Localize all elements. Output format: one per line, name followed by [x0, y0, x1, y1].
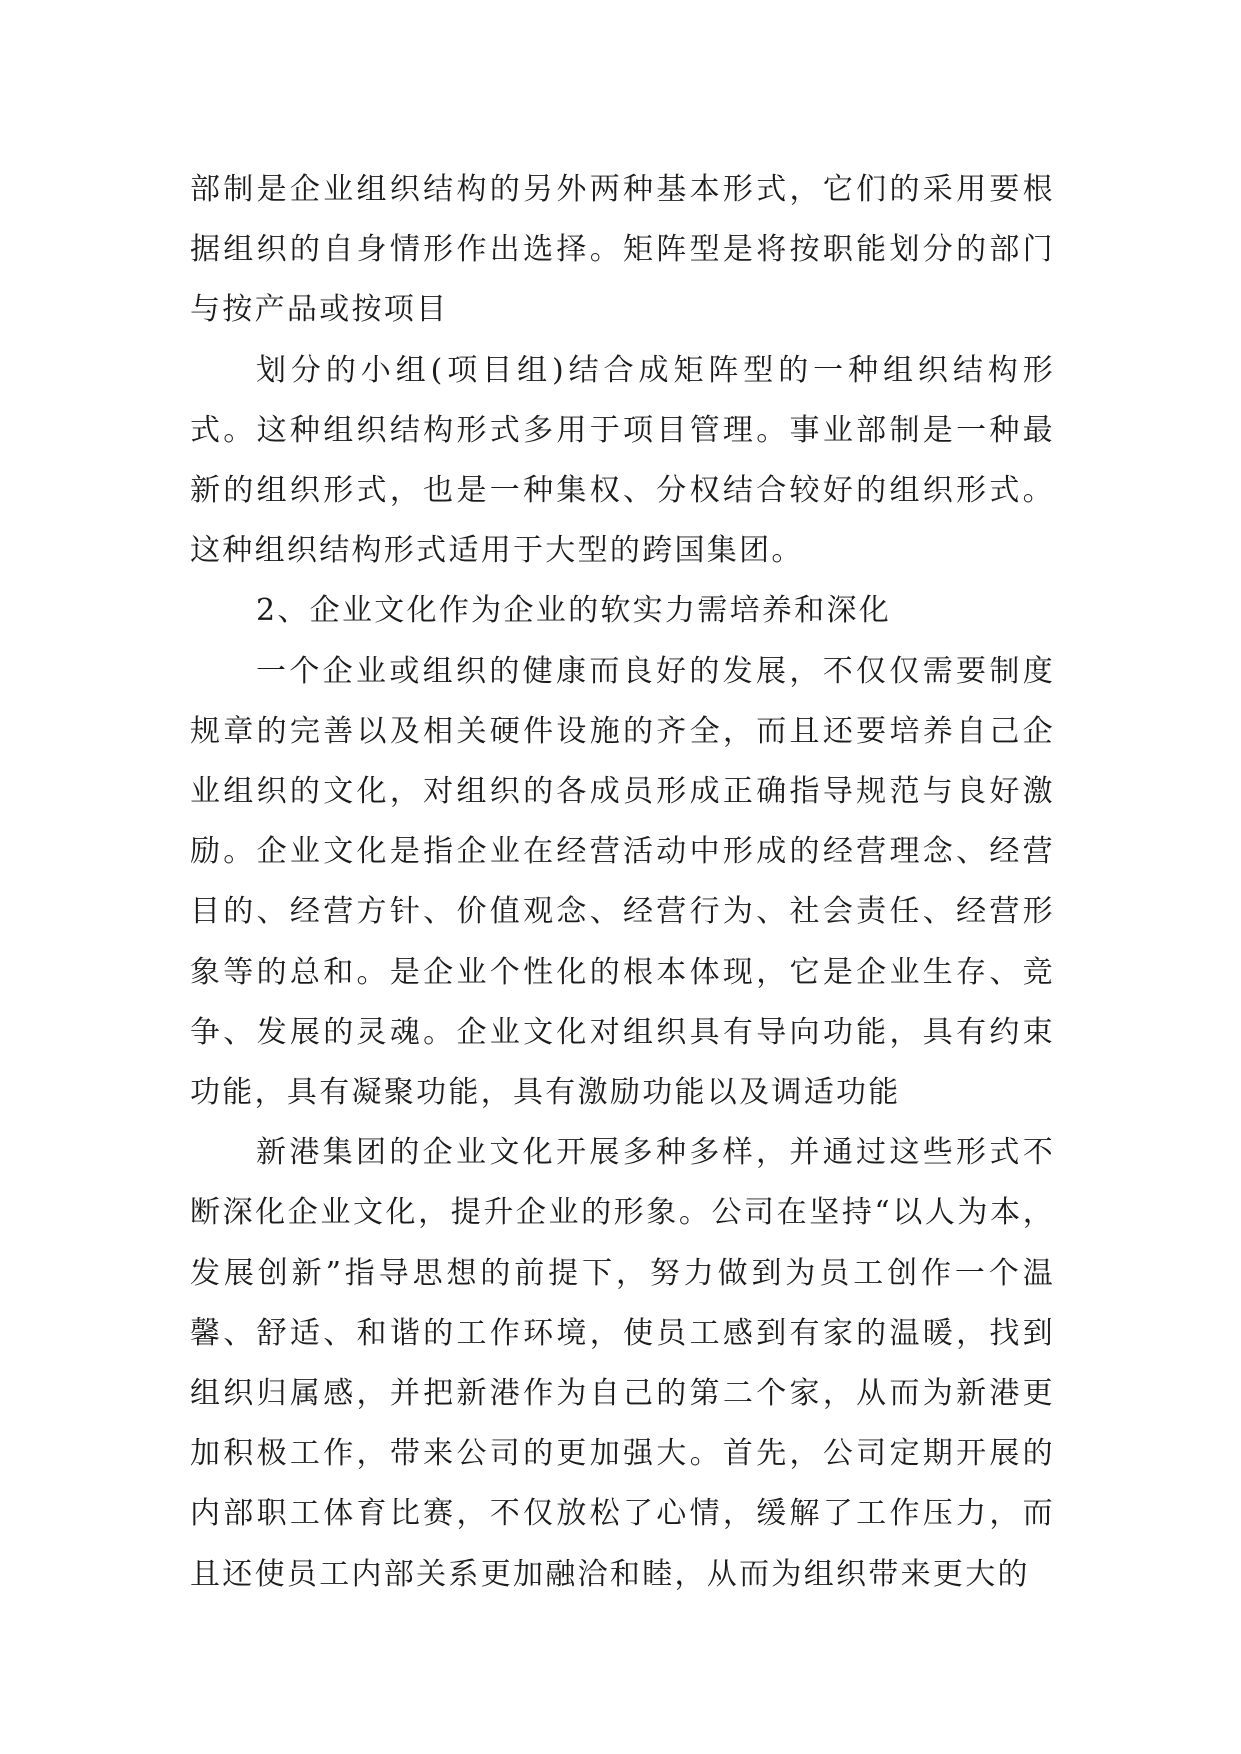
paragraph-xingang-culture: 新港集团的企业文化开展多种多样，并通过这些形式不断深化企业文化，提升企业的形象。公司在坚持“以人为本，发展创新”指导思想的前提下，努力做到为员工创作一个温馨、舒适、和谐的工作环境，使员工感到有家的温暖，找到组织归属感，并把新港作为自己的第二个家，从而为新港更加积极工作，带来公司的更加强大。首先，公司定期开展的内部职工体育比赛，不仅放松了心情，缓解了工作压力，而且还使员工内部关系更加融洽和睦，从而为组织带来更大的 — [190, 1135, 1055, 1592]
document-body — [190, 160, 1055, 1605]
paragraph-continuation: 部制是企业组织结构的另外两种基本形式，它们的采用要根据组织的自身情形作出选择。矩阵型是将按职能划分的部门与按产品或按项目 — [190, 172, 1055, 328]
paragraph-culture-definition: 一个企业或组织的健康而良好的发展，不仅仅需要制度规章的完善以及相关硬件设施的齐全，而且还要培养自己企业组织的文化，对组织的各成员形成正确指导规范与良好激励。企业文化是指企业在经营活动中形成的经营理念、经营目的、经营方针、价值观念、经营行为、社会责任、经营形象等的总和。是企业个性化的根本体现，它是企业生存、竞争、发展的灵魂。企业文化对组织具有导向功能，具有约束功能，具有凝聚功能，具有激励功能以及调适功能 — [190, 653, 1055, 1111]
section-heading-corporate-culture: 2、企业文化作为企业的软实力需培养和深化 — [256, 593, 892, 629]
paragraph-matrix-structure: 划分的小组(项目组)结合成矩阵型的一种组织结构形式。这种组织结构形式多用于项目管理。事业部制是一种最新的组织形式，也是一种集权、分权结合较好的组织形式。这种组织结构形式适用于大型的跨国集团。 — [190, 352, 1055, 569]
